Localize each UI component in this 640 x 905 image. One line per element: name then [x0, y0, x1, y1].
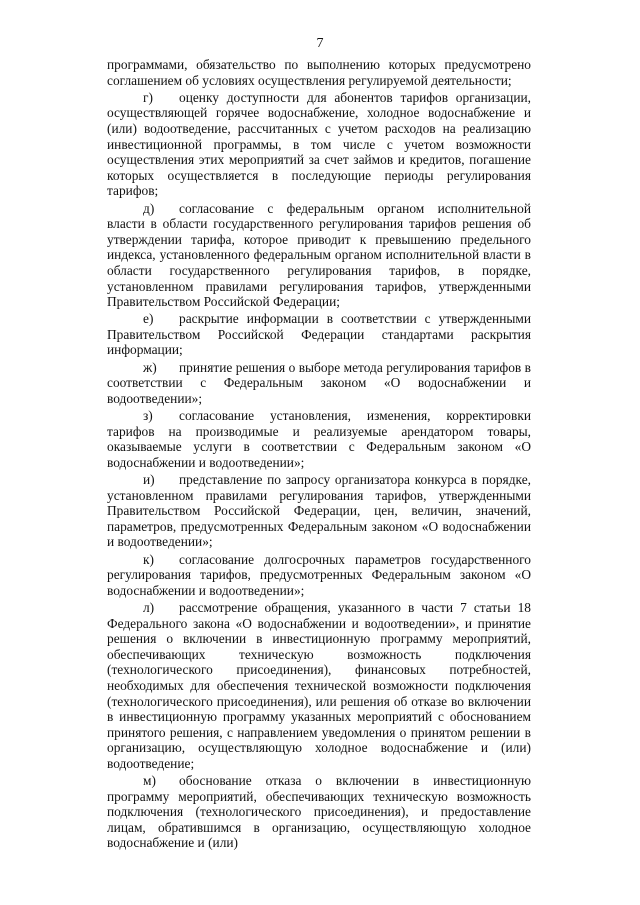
paragraph-d — [107, 201, 531, 310]
item-letter: е) — [143, 311, 154, 327]
paragraph-m — [107, 773, 531, 851]
paragraph-zh — [107, 360, 531, 407]
paragraph-l — [107, 600, 531, 772]
paragraph-text: оценку доступности для абонентов тарифов организации, осуществляющей горячее водоснабжение, холодное водоснабжение и (или) водоотведение, рассчитанных с учетом расходов на реализацию инвестиционной программы, в том числе с учетом возможности осуществления этих мероприятий за счет займов и кредитов, погашение которых осуществляется в последующие периоды регулирования тарифов; — [107, 89, 531, 199]
paragraph-e — [107, 311, 531, 358]
paragraph-text: программами, обязательство по выполнению которых предусмотрено соглашением об условиях осуществления регулируемой деятельности; — [107, 57, 531, 88]
paragraph-text: принятие решения о выборе метода регулирования тарифов в соответствии с Федеральным законом «О водоснабжении и водоотведении»; — [107, 359, 531, 406]
paragraph-z — [107, 408, 531, 470]
paragraph-text: раскрытие информации в соответствии с утвержденными Правительством Российской Федерации стандартами раскрытия информации; — [107, 311, 531, 358]
item-letter: л) — [143, 599, 155, 615]
paragraph-g — [107, 90, 531, 199]
item-letter: д) — [143, 200, 155, 216]
item-letter: к) — [143, 551, 154, 567]
item-letter: г) — [143, 89, 153, 105]
paragraph-i — [107, 472, 531, 550]
paragraph-text: согласование с федеральным органом исполнительной власти в области государственного регулирования тарифов решения об утверждении тарифа, которое приводит к превышению предельного индекса, установленного федеральным органом исполнительной власти в области государственного регулирования тарифов, в порядке, установленном правилами регулирования тарифов, утвержденными Правительством Российской Федерации; — [107, 200, 531, 310]
paragraph-k — [107, 552, 531, 599]
paragraph-text: согласование установления, изменения, корректировки тарифов на производимые и реализуемые арендатором товары, оказываемые услуги в соответствии с Федеральным законом «О водоснабжении и водоотведении»; — [107, 408, 531, 470]
item-letter: м) — [143, 773, 156, 789]
item-letter: ж) — [143, 359, 157, 375]
page-number: 7 — [316, 36, 324, 51]
item-letter: з) — [143, 408, 153, 424]
paragraph-text: представление по запросу организатора конкурса в порядке, установленном правилами регулирования тарифов, утвержденными Правительством Российской Федерации, цен, величин, значений, параметров, предусмотренных Федеральным законом «О водоснабжении и водоотведении»; — [107, 472, 531, 550]
paragraph-text: обоснование отказа о включении в инвестиционную программу мероприятий, обеспечивающих техническую возможность подключения (технологического присоединения), и предоставление лицам, обратившимся в организацию, осуществляющую холодное водоснабжение и (или) — [107, 773, 531, 851]
paragraph-continuation — [107, 57, 531, 88]
document-body — [107, 57, 531, 853]
paragraph-text: согласование долгосрочных параметров государственного регулирования тарифов, предусмотренных Федеральным законом «О водоснабжении и водоотведении»; — [107, 551, 531, 598]
paragraph-text: рассмотрение обращения, указанного в части 7 статьи 18 Федерального закона «О водоснабжении и водоотведении», и принятие решения о включении в инвестиционную программу мероприятий, обеспечивающих техническую возможность подключения (технологического присоединения), финансовых потребностей, необходимых для обеспечения технической возможности подключения (технологического присоединения), или решения об отказе во включении в инвестиционную программу указанных мероприятий с обоснованием принятого решения, с направлением уведомления о принятом решении в организацию, осуществляющую холодное водоснабжение и (или) водоотведение; — [107, 599, 531, 771]
item-letter: и) — [143, 472, 155, 487]
